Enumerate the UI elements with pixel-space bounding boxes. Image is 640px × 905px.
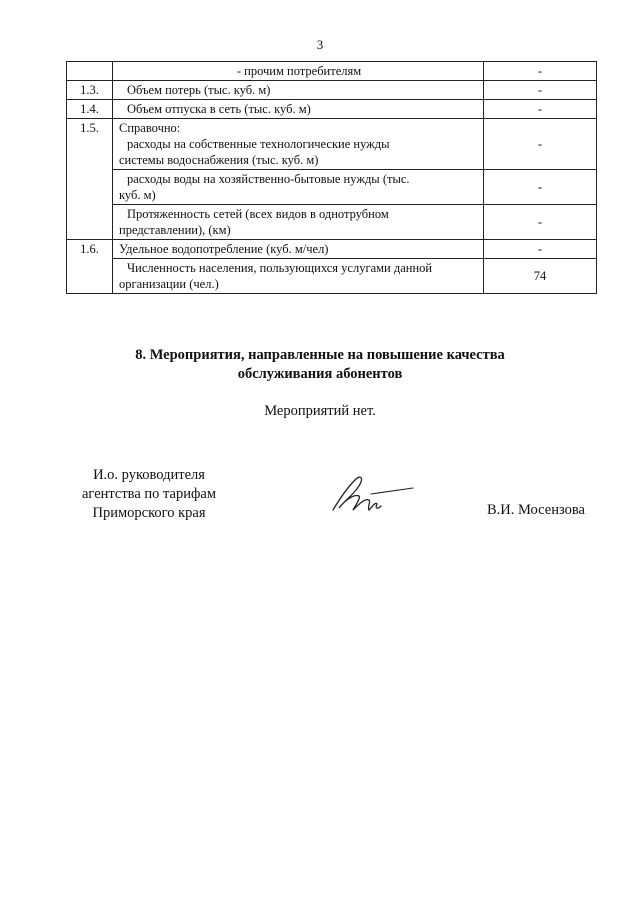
row-description-line: системы водоснабжения (тыс. куб. м) — [119, 153, 319, 167]
row-number — [67, 62, 113, 81]
row-description — [113, 119, 484, 170]
row-description-line: организации (чел.) — [119, 277, 219, 291]
row-value: 74 — [484, 259, 597, 294]
row-number: 1.3. — [67, 81, 113, 100]
row-description-line: куб. м) — [119, 188, 156, 202]
row-description-line: - прочим потребителям — [236, 64, 362, 78]
row-value: - — [484, 62, 597, 81]
row-value: - — [484, 205, 597, 240]
page-number: 3 — [316, 37, 324, 52]
row-description — [113, 240, 484, 259]
table-row — [67, 62, 597, 81]
row-description-line: Объем потерь (тыс. куб. м) — [127, 83, 271, 97]
row-description — [113, 81, 484, 100]
row-number: 1.6. — [67, 240, 113, 294]
table-row — [67, 100, 597, 119]
table-row — [67, 81, 597, 100]
section-title — [0, 346, 640, 384]
row-description-line: Удельное водопотребление (куб. м/чел) — [119, 242, 329, 256]
handwritten-signature — [325, 470, 415, 518]
section-title-line: обслуживания абонентов — [237, 366, 403, 382]
row-number: 1.5. — [67, 119, 113, 240]
table-row — [67, 240, 597, 259]
signer-name: В.И. Мосензова — [487, 502, 585, 518]
row-description-line: Численность населения, пользующихся услугами данной — [127, 261, 433, 275]
indicators-table — [66, 61, 597, 294]
table-row — [67, 205, 597, 240]
row-description-line: Объем отпуска в сеть (тыс. куб. м) — [127, 102, 311, 116]
row-description-line: расходы воды на хозяйственно-бытовые нужды (тыс. — [127, 172, 410, 186]
row-value: - — [484, 100, 597, 119]
row-number: 1.4. — [67, 100, 113, 119]
table-row — [67, 170, 597, 205]
signer-position-line: Приморского края — [92, 505, 206, 521]
row-description-line: Справочно: — [119, 121, 181, 135]
row-description-line: представлении), (км) — [119, 223, 231, 237]
table-row — [67, 259, 597, 294]
row-description — [113, 205, 484, 240]
signer-position — [74, 466, 224, 523]
row-description — [113, 100, 484, 119]
signer-position-line: И.о. руководителя — [93, 467, 205, 483]
row-value: - — [484, 81, 597, 100]
row-description — [113, 62, 484, 81]
row-description-line: расходы на собственные технологические нужды — [127, 137, 390, 151]
row-description — [113, 259, 484, 294]
row-description — [113, 170, 484, 205]
row-value: - — [484, 240, 597, 259]
table-row — [67, 119, 597, 170]
section-title-line: 8. Мероприятия, направленные на повышение качества — [135, 347, 505, 363]
no-measures-text: Мероприятий нет. — [264, 403, 376, 419]
row-value: - — [484, 170, 597, 205]
row-value: - — [484, 119, 597, 170]
row-description-line: Протяженность сетей (всех видов в однотрубном — [127, 207, 389, 221]
signer-position-line: агентства по тарифам — [82, 486, 216, 502]
